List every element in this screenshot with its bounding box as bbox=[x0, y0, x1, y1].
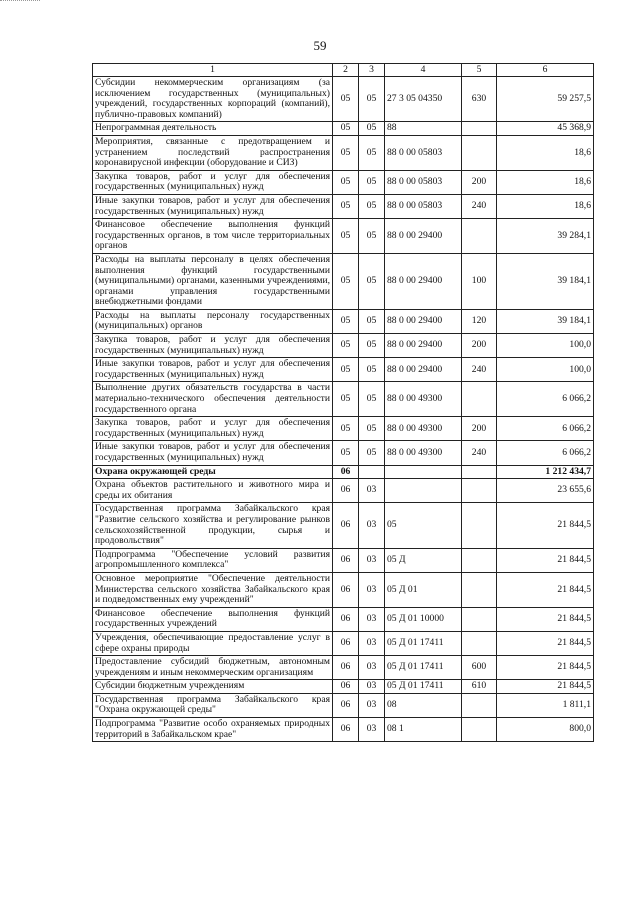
row-subsection: 05 bbox=[359, 219, 385, 254]
row-name: Финансовое обеспечение выполнения функций государственных учреждений bbox=[93, 607, 333, 631]
row-section: 05 bbox=[333, 382, 359, 417]
row-target-article: 88 0 00 49300 bbox=[385, 382, 462, 417]
row-subsection: 03 bbox=[359, 718, 385, 742]
row-expense-type: 100 bbox=[462, 253, 497, 309]
table-row bbox=[93, 194, 594, 218]
row-target-article: 88 0 00 49300 bbox=[385, 417, 462, 441]
row-amount: 59 257,5 bbox=[497, 77, 594, 122]
row-subsection: 05 bbox=[359, 253, 385, 309]
row-name: Подпрограмма "Обеспечение условий развития агропромышленного комплекса" bbox=[93, 548, 333, 572]
row-target-article bbox=[385, 465, 462, 479]
table-row bbox=[93, 465, 594, 479]
row-name: Субсидии бюджетным учреждениям bbox=[93, 680, 333, 694]
row-amount: 18,6 bbox=[497, 194, 594, 218]
row-target-article bbox=[385, 479, 462, 503]
row-expense-type bbox=[462, 718, 497, 742]
table-row bbox=[93, 77, 594, 122]
row-expense-type: 630 bbox=[462, 77, 497, 122]
row-name: Закупка товаров, работ и услуг для обеспечения государственных (муниципальных) нужд bbox=[93, 417, 333, 441]
header-expense-type: 5 bbox=[462, 64, 497, 77]
row-section: 05 bbox=[333, 253, 359, 309]
row-subsection: 05 bbox=[359, 441, 385, 465]
row-section: 05 bbox=[333, 135, 359, 170]
row-expense-type: 240 bbox=[462, 358, 497, 382]
table-row bbox=[93, 382, 594, 417]
row-subsection: 05 bbox=[359, 309, 385, 333]
header-amount: 6 bbox=[497, 64, 594, 77]
row-name: Непрограммная деятельность bbox=[93, 122, 333, 136]
row-expense-type bbox=[462, 572, 497, 607]
table-row bbox=[93, 631, 594, 655]
row-target-article: 05 Д 01 10000 bbox=[385, 607, 462, 631]
row-amount: 6 066,2 bbox=[497, 382, 594, 417]
table-row bbox=[93, 122, 594, 136]
table-row bbox=[93, 656, 594, 680]
row-section: 06 bbox=[333, 656, 359, 680]
row-section: 05 bbox=[333, 417, 359, 441]
row-amount: 21 844,5 bbox=[497, 631, 594, 655]
row-expense-type bbox=[462, 503, 497, 548]
row-expense-type bbox=[462, 465, 497, 479]
table-row bbox=[93, 503, 594, 548]
scan-artifact bbox=[0, 0, 40, 3]
row-target-article: 05 Д 01 17411 bbox=[385, 680, 462, 694]
row-amount: 21 844,5 bbox=[497, 548, 594, 572]
row-expense-type bbox=[462, 122, 497, 136]
table-row bbox=[93, 135, 594, 170]
table-row bbox=[93, 417, 594, 441]
row-amount: 18,6 bbox=[497, 170, 594, 194]
row-expense-type bbox=[462, 135, 497, 170]
row-section: 05 bbox=[333, 194, 359, 218]
row-name: Иные закупки товаров, работ и услуг для обеспечения государственных (муниципальных) нужд bbox=[93, 358, 333, 382]
row-name: Субсидии некоммерческим организациям (за исключением государственных (муниципальных) учреждений, государственных корпораций (компаний), публично-правовых компаний) bbox=[93, 77, 333, 122]
table-row bbox=[93, 219, 594, 254]
row-expense-type bbox=[462, 607, 497, 631]
row-target-article: 88 0 00 29400 bbox=[385, 309, 462, 333]
row-subsection: 03 bbox=[359, 631, 385, 655]
row-subsection: 03 bbox=[359, 693, 385, 717]
row-amount: 800,0 bbox=[497, 718, 594, 742]
row-subsection: 03 bbox=[359, 572, 385, 607]
row-section: 06 bbox=[333, 718, 359, 742]
row-expense-type: 610 bbox=[462, 680, 497, 694]
row-amount: 21 844,5 bbox=[497, 656, 594, 680]
row-amount: 21 844,5 bbox=[497, 503, 594, 548]
row-section: 06 bbox=[333, 680, 359, 694]
row-section: 06 bbox=[333, 607, 359, 631]
row-target-article: 05 Д 01 bbox=[385, 572, 462, 607]
row-subsection: 05 bbox=[359, 334, 385, 358]
row-section: 05 bbox=[333, 122, 359, 136]
header-row bbox=[93, 64, 594, 77]
table-row bbox=[93, 441, 594, 465]
row-amount: 100,0 bbox=[497, 358, 594, 382]
row-target-article: 27 3 05 04350 bbox=[385, 77, 462, 122]
row-section: 06 bbox=[333, 693, 359, 717]
row-subsection: 03 bbox=[359, 656, 385, 680]
row-target-article: 88 0 00 05803 bbox=[385, 194, 462, 218]
row-name: Охрана окружающей среды bbox=[93, 465, 333, 479]
row-subsection: 05 bbox=[359, 77, 385, 122]
table-row bbox=[93, 253, 594, 309]
row-target-article: 88 0 00 49300 bbox=[385, 441, 462, 465]
row-subsection: 03 bbox=[359, 548, 385, 572]
row-name: Финансовое обеспечение выполнения функций государственных органов, в том числе территориальных органов bbox=[93, 219, 333, 254]
row-section: 06 bbox=[333, 465, 359, 479]
table-row bbox=[93, 572, 594, 607]
row-expense-type bbox=[462, 219, 497, 254]
row-name: Охрана объектов растительного и животного мира и среды их обитания bbox=[93, 479, 333, 503]
row-amount: 1 811,1 bbox=[497, 693, 594, 717]
row-name: Закупка товаров, работ и услуг для обеспечения государственных (муниципальных) нужд bbox=[93, 170, 333, 194]
table-row bbox=[93, 693, 594, 717]
table-row bbox=[93, 479, 594, 503]
row-name: Иные закупки товаров, работ и услуг для обеспечения государственных (муниципальных) нужд bbox=[93, 194, 333, 218]
row-target-article: 05 Д bbox=[385, 548, 462, 572]
row-expense-type bbox=[462, 631, 497, 655]
budget-table bbox=[92, 63, 594, 742]
row-target-article: 88 0 00 05803 bbox=[385, 135, 462, 170]
row-amount: 100,0 bbox=[497, 334, 594, 358]
row-subsection: 03 bbox=[359, 607, 385, 631]
row-amount: 45 368,9 bbox=[497, 122, 594, 136]
row-target-article: 08 1 bbox=[385, 718, 462, 742]
row-name: Расходы на выплаты персоналу государственных (муниципальных) органов bbox=[93, 309, 333, 333]
row-section: 06 bbox=[333, 548, 359, 572]
row-amount: 6 066,2 bbox=[497, 417, 594, 441]
row-subsection: 05 bbox=[359, 122, 385, 136]
header-name: 1 bbox=[93, 64, 333, 77]
header-target-article: 4 bbox=[385, 64, 462, 77]
row-target-article: 05 Д 01 17411 bbox=[385, 631, 462, 655]
row-expense-type: 200 bbox=[462, 334, 497, 358]
row-name: Основное мероприятие "Обеспечение деятельности Министерства сельского хозяйства Забайкальского края и подведомственных ему учреждений" bbox=[93, 572, 333, 607]
row-expense-type: 200 bbox=[462, 170, 497, 194]
row-amount: 23 655,6 bbox=[497, 479, 594, 503]
row-expense-type bbox=[462, 548, 497, 572]
row-section: 06 bbox=[333, 572, 359, 607]
row-name: Подпрограмма "Развитие особо охраняемых природных территорий в Забайкальском крае" bbox=[93, 718, 333, 742]
row-target-article: 05 Д 01 17411 bbox=[385, 656, 462, 680]
header-section: 2 bbox=[333, 64, 359, 77]
row-target-article: 88 0 00 29400 bbox=[385, 334, 462, 358]
row-target-article: 88 0 00 05803 bbox=[385, 170, 462, 194]
row-amount: 39 184,1 bbox=[497, 253, 594, 309]
row-subsection: 05 bbox=[359, 135, 385, 170]
row-section: 06 bbox=[333, 503, 359, 548]
row-subsection: 05 bbox=[359, 417, 385, 441]
row-target-article: 08 bbox=[385, 693, 462, 717]
row-subsection: 03 bbox=[359, 680, 385, 694]
row-target-article: 05 bbox=[385, 503, 462, 548]
row-name: Иные закупки товаров, работ и услуг для обеспечения государственных (муниципальных) нужд bbox=[93, 441, 333, 465]
row-expense-type: 120 bbox=[462, 309, 497, 333]
row-section: 05 bbox=[333, 77, 359, 122]
row-section: 05 bbox=[333, 358, 359, 382]
row-expense-type: 600 bbox=[462, 656, 497, 680]
row-subsection: 03 bbox=[359, 479, 385, 503]
row-expense-type: 240 bbox=[462, 441, 497, 465]
row-subsection: 05 bbox=[359, 170, 385, 194]
row-subsection: 05 bbox=[359, 194, 385, 218]
row-name: Учреждения, обеспечивающие предоставление услуг в сфере охраны природы bbox=[93, 631, 333, 655]
row-name: Расходы на выплаты персоналу в целях обеспечения выполнения функций государственными (муниципальными) органами, казенными учреждениями, органами управления государственными внебюджетными фондами bbox=[93, 253, 333, 309]
table-row bbox=[93, 309, 594, 333]
table-row bbox=[93, 680, 594, 694]
row-section: 05 bbox=[333, 309, 359, 333]
table-row bbox=[93, 718, 594, 742]
row-amount: 18,6 bbox=[497, 135, 594, 170]
row-subsection: 05 bbox=[359, 382, 385, 417]
row-target-article: 88 0 00 29400 bbox=[385, 219, 462, 254]
row-name: Государственная программа Забайкальского края "Охрана окружающей среды" bbox=[93, 693, 333, 717]
row-name: Государственная программа Забайкальского края "Развитие сельского хозяйства и регулирование рынков сельскохозяйственной продукции, сырья и продовольствия" bbox=[93, 503, 333, 548]
row-amount: 6 066,2 bbox=[497, 441, 594, 465]
row-target-article: 88 bbox=[385, 122, 462, 136]
header-subsection: 3 bbox=[359, 64, 385, 77]
row-amount: 21 844,5 bbox=[497, 680, 594, 694]
row-amount: 21 844,5 bbox=[497, 607, 594, 631]
row-section: 05 bbox=[333, 219, 359, 254]
row-name: Мероприятия, связанные с предотвращением и устранением последствий распространения коронавирусной инфекции (оборудование и СИЗ) bbox=[93, 135, 333, 170]
table-row bbox=[93, 548, 594, 572]
row-section: 06 bbox=[333, 631, 359, 655]
table-row bbox=[93, 334, 594, 358]
row-name: Предоставление субсидий бюджетным, автономным учреждениям и иным некоммерческим организациям bbox=[93, 656, 333, 680]
page-number: 59 bbox=[313, 38, 327, 53]
row-amount: 39 284,1 bbox=[497, 219, 594, 254]
row-subsection: 05 bbox=[359, 358, 385, 382]
row-expense-type: 240 bbox=[462, 194, 497, 218]
row-target-article: 88 0 00 29400 bbox=[385, 253, 462, 309]
table-row bbox=[93, 170, 594, 194]
row-amount: 1 212 434,7 bbox=[497, 465, 594, 479]
row-target-article: 88 0 00 29400 bbox=[385, 358, 462, 382]
table-row bbox=[93, 358, 594, 382]
row-subsection bbox=[359, 465, 385, 479]
row-section: 05 bbox=[333, 441, 359, 465]
row-expense-type bbox=[462, 479, 497, 503]
row-expense-type bbox=[462, 693, 497, 717]
row-section: 05 bbox=[333, 334, 359, 358]
row-name: Выполнение других обязательств государства в части материально-технического обеспечения деятельности государственного органа bbox=[93, 382, 333, 417]
row-amount: 21 844,5 bbox=[497, 572, 594, 607]
row-section: 05 bbox=[333, 170, 359, 194]
row-name: Закупка товаров, работ и услуг для обеспечения государственных (муниципальных) нужд bbox=[93, 334, 333, 358]
row-subsection: 03 bbox=[359, 503, 385, 548]
table-row bbox=[93, 607, 594, 631]
row-section: 06 bbox=[333, 479, 359, 503]
row-amount: 39 184,1 bbox=[497, 309, 594, 333]
row-expense-type: 200 bbox=[462, 417, 497, 441]
row-expense-type bbox=[462, 382, 497, 417]
